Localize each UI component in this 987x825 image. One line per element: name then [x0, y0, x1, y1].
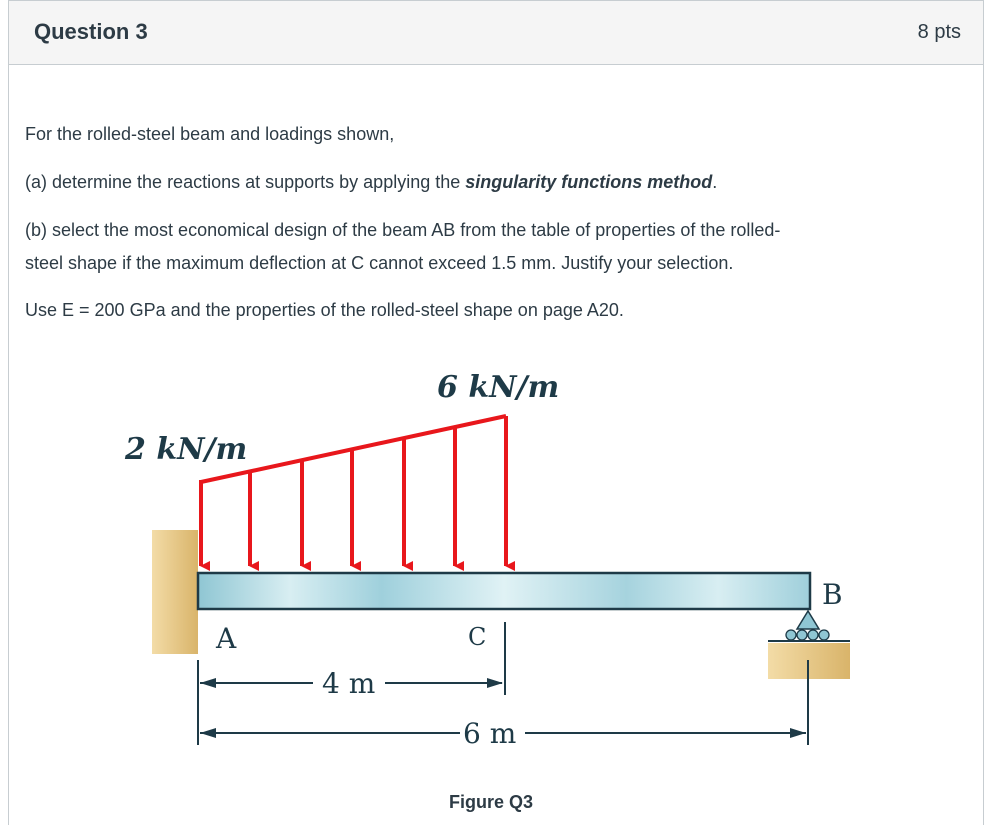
load-label-right: 6 kN/m [437, 370, 560, 405]
part-a-prefix: (a) determine the reactions at supports by applying the [25, 172, 466, 192]
part-b-line-1: (b) select the most economical design of the beam AB from the table of properties of the rolled- [25, 220, 781, 240]
intro-text: For the rolled-steel beam and loadings shown, [25, 124, 395, 144]
fixed-wall-support [152, 530, 198, 654]
label-a: A [216, 622, 237, 655]
part-a-emphasis: singularity functions method [465, 172, 713, 192]
dim-label-6m: 6 m [463, 717, 517, 750]
load-label-left: 2 kN/m [125, 432, 248, 467]
question-title: Question 3 [34, 19, 148, 44]
label-b: B [822, 578, 843, 611]
label-c: C [468, 623, 487, 651]
given-text: Use E = 200 GPa and the properties of the rolled-steel shape on page A20. [25, 300, 624, 320]
dim-label-4m: 4 m [322, 667, 376, 700]
part-b-line-2: steel shape if the maximum deflection at C cannot exceed 1.5 mm. Justify your selection. [25, 253, 734, 273]
part-a-suffix: . [712, 172, 718, 192]
beam-ab [198, 573, 810, 609]
question-points: 8 pts [917, 21, 961, 43]
figure-caption: Figure Q3 [449, 792, 534, 812]
